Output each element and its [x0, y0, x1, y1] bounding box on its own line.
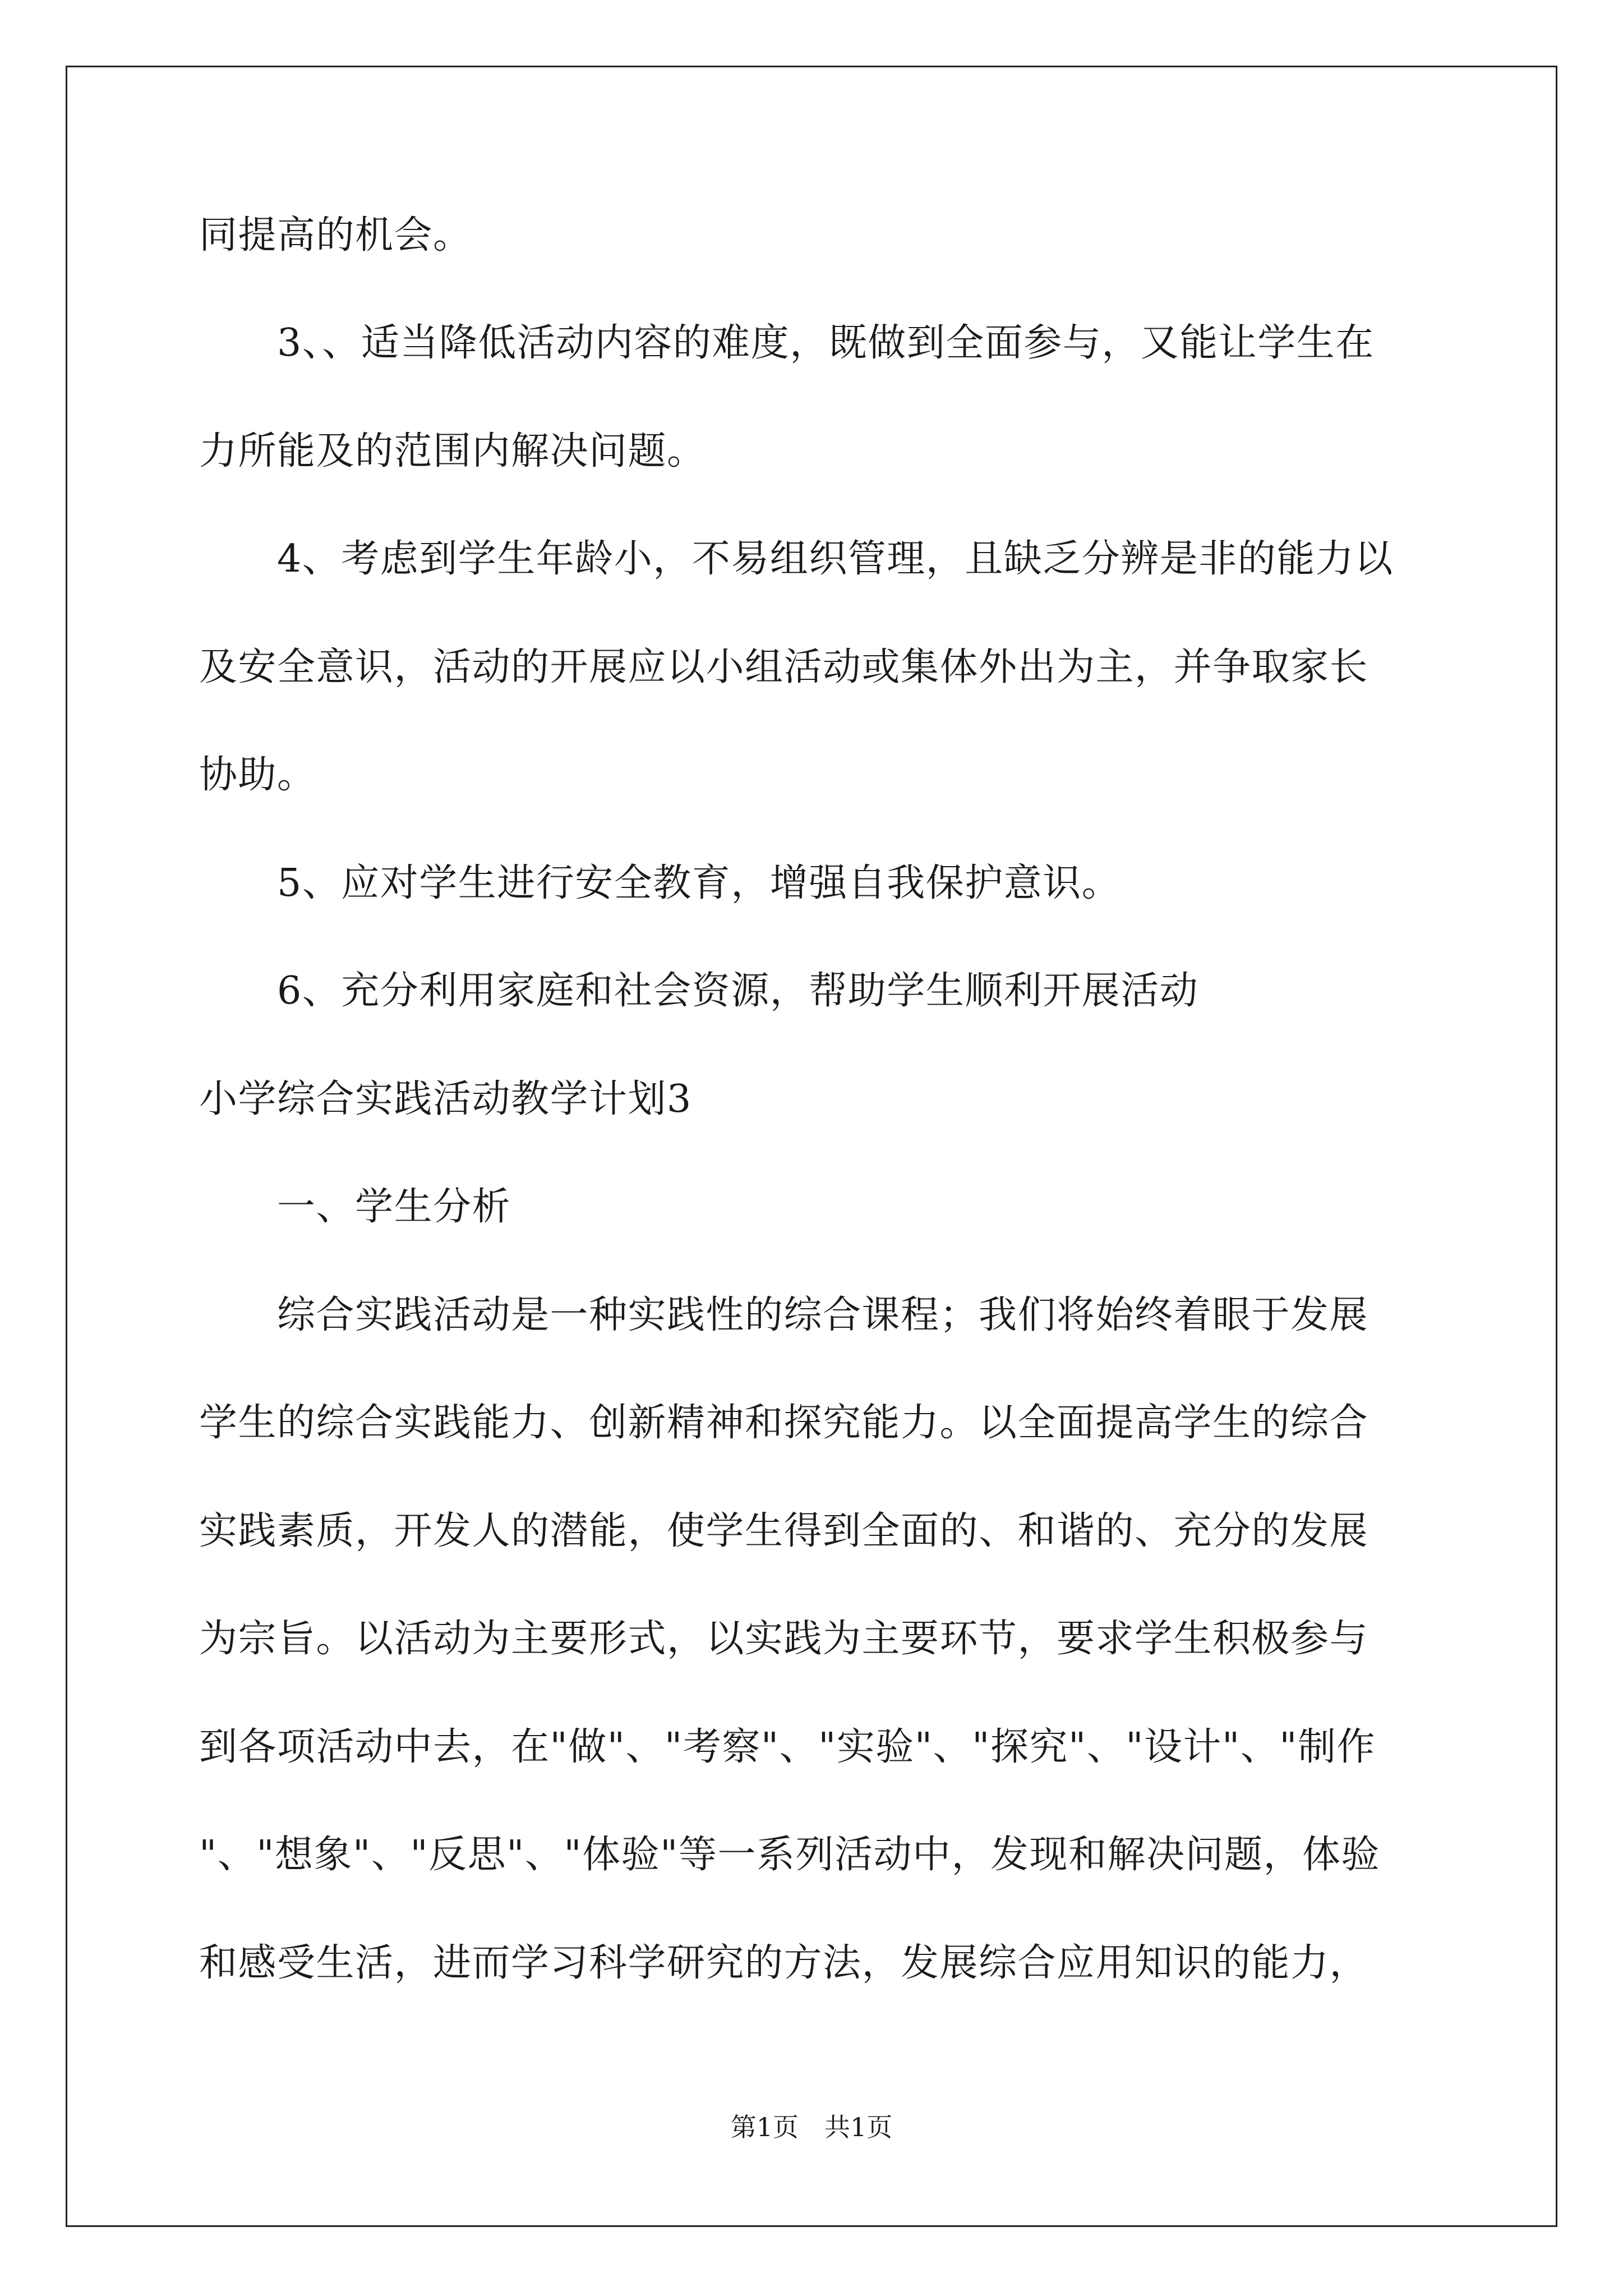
text-line: 协助。 [199, 753, 316, 797]
text-line: 3、、适当降低活动内容的难度，既做到全面参与，又能让学生在 [199, 321, 1375, 365]
text-line: 及安全意识，活动的开展应以小组活动或集体外出为主，并争取家长 [199, 645, 1369, 689]
text-line: 综合实践活动是一种实践性的综合课程；我们将始终着眼于发展 [199, 1293, 1369, 1337]
text-line: 5、应对学生进行安全教育，增强自我保护意识。 [199, 861, 1121, 905]
page-footer: 第1页 共1页 [730, 2112, 893, 2142]
section-heading: 一、学生分析 [199, 1185, 511, 1229]
text-line: 6、充分利用家庭和社会资源，帮助学生顺利开展活动 [199, 969, 1199, 1013]
text-line: 学生的综合实践能力、创新精神和探究能力。以全面提高学生的综合 [199, 1401, 1369, 1445]
text-line: 同提高的机会。 [199, 213, 472, 257]
text-line: "、"想象"、"反思"、"体验"等一系列活动中，发现和解决问题，体验 [199, 1833, 1380, 1877]
text-line: 到各项活动中去，在"做"、"考察"、"实验"、"探究"、"设计"、"制作 [199, 1725, 1376, 1769]
text-line: 为宗旨。以活动为主要形式，以实践为主要环节，要求学生积极参与 [199, 1617, 1369, 1661]
text-line: 4、考虑到学生年龄小，不易组织管理，且缺乏分辨是非的能力以 [199, 537, 1394, 581]
text-line: 实践素质，开发人的潜能，使学生得到全面的、和谐的、充分的发展 [199, 1509, 1369, 1553]
page-border [66, 66, 1557, 2227]
section-title: 小学综合实践活动教学计划3 [199, 1077, 692, 1121]
text-line: 力所能及的范围内解决问题。 [199, 429, 706, 473]
text-line: 和感受生活，进而学习科学研究的方法，发展综合应用知识的能力， [199, 1941, 1369, 1985]
